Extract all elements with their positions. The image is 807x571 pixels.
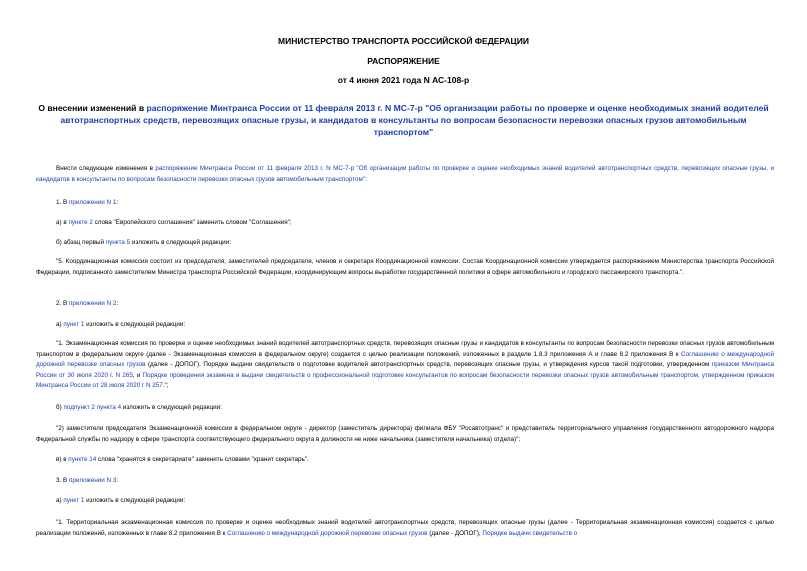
item-2b-link[interactable]: подпункт 2 пункта 4 — [63, 404, 122, 411]
item-3a-link[interactable]: пункт 1 — [63, 497, 85, 504]
item-1a-prefix: а) в — [56, 219, 69, 226]
quote-1-text-1: "1. Экзаменационная комиссия по проверке и оценке необходимых знаний водителей автотранспортных средств, перевозящих опасные грузы и кандидатов в консультанты по вопросам безопасности перевозки опасных грузов автомобильным транспортом в федеральном округе (далее - Экзаменационная комиссия в федеральном округе) создается с целью реализации положений, изложенных в разделе 1.8.3 приложения А и главе 8.2 приложения В к — [36, 340, 774, 358]
title-link[interactable]: распоряжение Минтранса России от 11 февраля 2013 г. N МС-7-р "Об организации работы по проверке и оценке необходимых знаний водителей автотранспортных средств, перевозящих опасные грузы, и кандидатов в консультанты по вопросам безопасности перевозки опасных грузов автомобильным транспортом" — [60, 103, 769, 137]
item-2c — [56, 455, 774, 466]
quote-1-text-4: ."; — [162, 382, 169, 389]
quote-1-text-2: (далее - ДОПОГ). Порядке выдачи свидетельств о подготовке водителей автотранспортных средств, перевозящих опасные грузы, и утверждения курсов такой подготовки, утвержденном — [145, 361, 712, 368]
item-2a-prefix: а) — [56, 321, 64, 328]
quote-subpoint-2: "2) заместители председателя Экзаменационной комиссии в федеральном округе - директор (заместитель директора) филиала ФБУ "Росавтотранс" и представитель территориального управления государственного автодорожного надзора Федеральной службы по надзору в сфере транспорта соответствующего федерального округа в должности не ниже начальника (заместителя начальника) отдела)"; — [36, 425, 774, 443]
quote-3-text-1: "1. Территориальная экзаменационная комиссия по проверке и оценке необходимых знаний водителей автотранспортных средств, перевозящих опасные грузы (далее - Территориальная экзаменационная комиссия) создается с целью реализации положений, изложенных в главе 8.2 приложения В к — [36, 519, 774, 537]
item-1-link[interactable]: приложении N 1 — [68, 199, 117, 206]
item-1b-prefix: б) абзац первый — [56, 239, 106, 246]
item-1 — [56, 198, 774, 209]
quote-point-5: "5. Координационная комиссия состоит из председателя, заместителей председателя, членов и секретаря Координационной комиссии. Состав Координационной комиссии утверждается распоряжением Министерства транспорта Российской Федерации, подписанного заместителем Министра транспорта Российской Федерации, координирующим вопросы выработки государственной политики в сфере автомобильного и городского пассажирского транспорта.". — [36, 258, 774, 276]
intro-suffix: : — [365, 175, 367, 183]
item-2a-link[interactable]: пункт 1 — [63, 321, 85, 328]
quote-point-1 — [36, 339, 774, 392]
dopog-link-2[interactable]: Соглашению о международной дорожной перевозке опасных грузов — [227, 529, 428, 537]
item-1a-link[interactable]: пункте 2 — [68, 219, 93, 226]
item-1b — [56, 238, 774, 249]
item-2-link[interactable]: приложении N 2 — [68, 300, 117, 307]
title-prefix: О внесении изменений в — [38, 103, 147, 113]
item-2b-suffix: изложить в следующей редакции: — [121, 404, 222, 411]
item-3-prefix: 3. В — [56, 477, 69, 484]
ministry-heading: МИНИСТЕРСТВО ТРАНСПОРТА РОССИЙСКОЙ ФЕДЕРАЦИИ — [278, 36, 529, 46]
item-2-suffix: : — [116, 300, 119, 307]
item-1a — [56, 218, 774, 229]
item-3 — [56, 476, 774, 487]
item-3a-suffix: изложить в следующей редакции: — [84, 497, 186, 504]
item-1-suffix: : — [116, 199, 119, 206]
document-title — [36, 102, 771, 138]
item-1-prefix: 1. В — [56, 199, 69, 206]
item-1a-suffix: слова "Европейского соглашения" заменить словом "Соглашения"; — [92, 219, 292, 226]
order-257-link[interactable]: Порядке проведения экзамена и выдачи свидетельств о профессиональной подготовке консультантов по вопросам безопасности перевозки опасных грузов автомобильным транспортом, утвержденном приказом Минтранса России от 28 июля 2020 г N 257 — [36, 371, 774, 389]
item-1b-suffix: изложить в следующей редакции: — [130, 239, 231, 246]
document-date-number: от 4 июня 2021 года N АС-108-р — [337, 75, 470, 85]
item-2c-suffix: слова "хранятся в секретариате" заменить словами "хранит секретарь". — [96, 456, 309, 463]
item-3a — [56, 496, 774, 507]
certificate-order-link[interactable]: Порядке выдачи свидетельств о — [482, 529, 578, 537]
intro-paragraph — [36, 164, 774, 185]
item-2 — [56, 299, 774, 310]
item-3-suffix: : — [116, 477, 119, 484]
item-2c-prefix: в) в — [56, 456, 69, 463]
document-type: РАСПОРЯЖЕНИЕ — [367, 56, 440, 66]
item-3-link[interactable]: приложении N 3 — [68, 477, 117, 484]
quote-3-text-2: (далее - ДОПОГ), — [427, 529, 483, 537]
quote-1-text-3: , и — [132, 371, 143, 379]
dopog-link[interactable]: Соглашению о международной дорожной перевозке опасных грузов — [36, 350, 775, 368]
item-2b — [56, 403, 774, 414]
item-2a-suffix: изложить в следующей редакции: — [84, 321, 186, 328]
item-1b-link[interactable]: пункта 5 — [105, 239, 131, 246]
item-2a — [56, 320, 774, 331]
item-3a-prefix: а) — [56, 497, 64, 504]
order-265-link[interactable]: приказом Минтранса России от 30 июля 2020 г. N 265 — [36, 361, 774, 379]
intro-prefix: Внести следующие изменения в — [56, 165, 156, 172]
item-2-prefix: 2. В — [56, 300, 69, 307]
quote-territorial-1 — [36, 518, 774, 539]
item-2b-prefix: б) — [56, 404, 64, 411]
intro-link[interactable]: распоряжение Минтранса России от 11 февраля 2013 г. N МС-7-р "Об организации работы по проверке и оценке необходимых знаний водителей автотранспортных средств, перевозящих опасные грузы, и кандидатов в консультанты по вопросам безопасности перевозки опасных грузов автомобильным транспортом" — [36, 165, 775, 183]
item-2c-link[interactable]: пункте 14 — [68, 456, 97, 463]
